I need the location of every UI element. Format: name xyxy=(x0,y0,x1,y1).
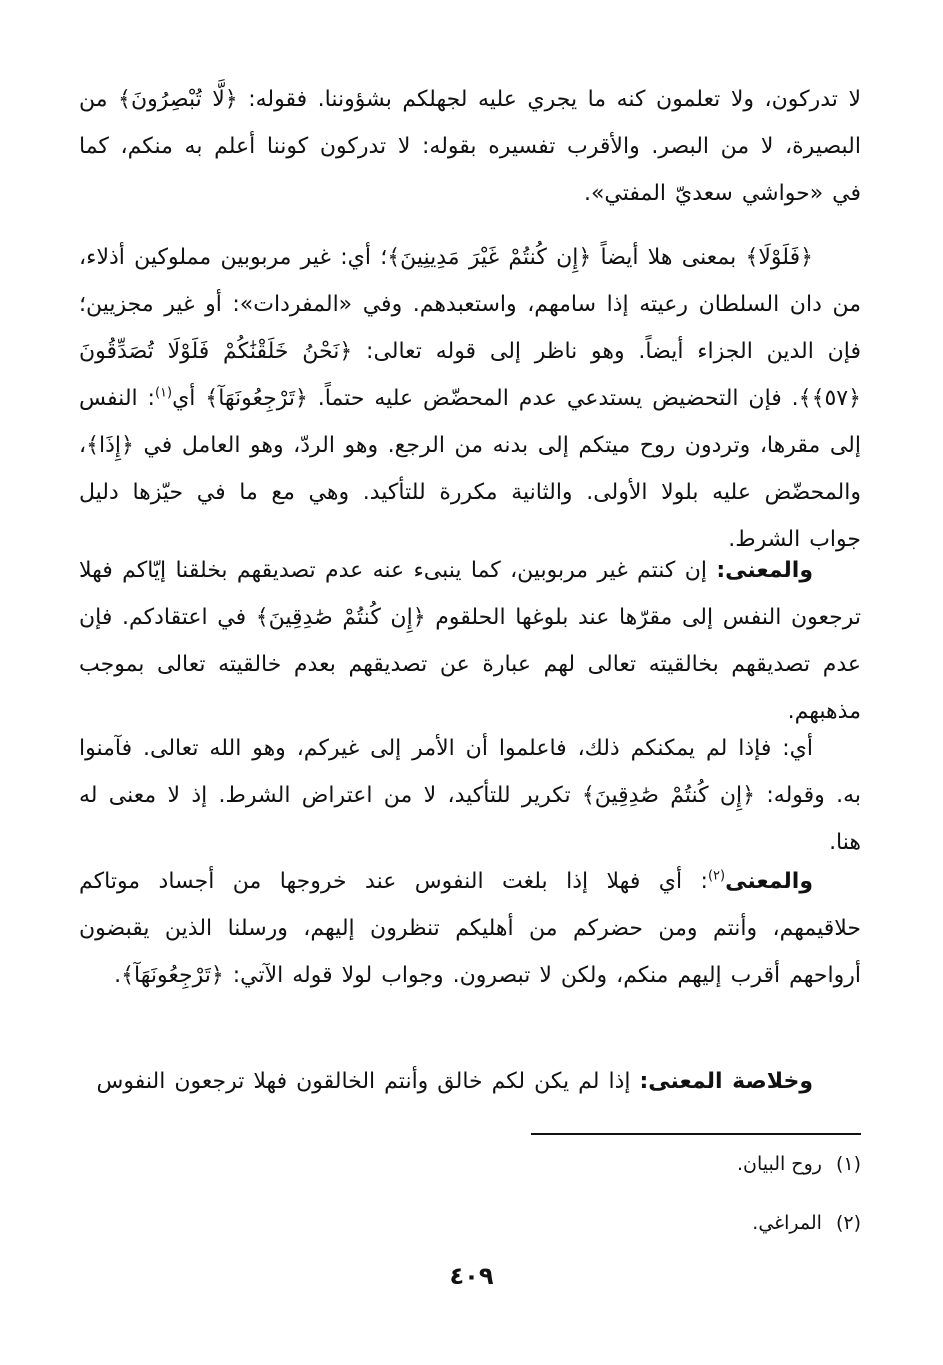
paragraph-1 xyxy=(79,76,861,217)
paragraph-6 xyxy=(79,1058,861,1105)
paragraph-5-lead: والمعنى xyxy=(725,869,813,894)
page-number: ٤٠٩ xyxy=(449,1262,494,1290)
paragraph-5 xyxy=(79,858,861,999)
paragraph-4 xyxy=(79,725,861,866)
paragraph-4-text: أي: فإذا لم يمكنكم ذلك، فاعلموا أن الأمر إلى غيركم، وهو الله تعالى. فآمنوا به. وقوله: ﴿إِن كُنتُمْ صَٰدِقِينَ﴾ تكرير للتأكيد، لا من اعتراض الشرط. إذ لا معنى له هنا. xyxy=(79,736,861,855)
paragraph-1-text: لا تدركون، ولا تعلمون كنه ما يجري عليه لجهلكم بشؤوننا. فقوله: ﴿لَّا تُبْصِرُونَ﴾ من البصيرة، لا من البصر. والأقرب تفسيره بقوله: لا تدركون كوننا أعلم به منكم، كما في «حواشي سعديّ المفتي». xyxy=(79,87,861,206)
footnote-2-number: (٢) xyxy=(835,1212,861,1234)
footnote-2 xyxy=(441,1209,861,1237)
paragraph-2-body: ﴿فَلَوْلَا﴾ بمعنى هلا أيضاً ﴿إِن كُنتُمْ غَيْرَ مَدِينِينَ﴾؛ أي: غير مربوبين مملوكين أذلاء، من دان السلطان رعيته إذا سامهم، واستعبدهم. وفي «المفردات»: أو غير مجزيين؛ فإن الدين الجزاء أيضاً. وهو ناظر إلى قوله تعالى: ﴿نَحْنُ خَلَقْنَٰكُمْ فَلَوْلَا تُصَدِّقُونَ ﴿٥٧﴾﴾. فإن التحضيض يستدعي عدم المحضّض عليه حتماً. ﴿تَرْجِعُونَهَآ﴾ أي$^{(١)}$: النفس إلى مقرها، وتردون روح ميتكم إلى بدنه من الرجع. وهو الردّ، وهو العامل في ﴿إِذَا﴾، والمحضّض عليه بلولا الأولى. والثانية مكررة للتأكيد. وهي مع ما في حيّزها دليل جواب الشرط. xyxy=(79,245,861,552)
paragraph-6-text xyxy=(79,1058,861,1105)
paragraph-5-body: : أي فهلا إذا بلغت النفوس عند خروجها من أجساد موتاكم حلاقيمهم، وأنتم ومن حضركم من أهليكم تنظرون إليهم، ورسلنا الذين يقبضون أرواحهم أقرب إليهم منكم، ولكن لا تبصرون. وجواب لولا قوله الآتي: ﴿تَرْجِعُونَهَآ﴾. xyxy=(79,869,861,988)
paragraph-3-lead: والمعنى: xyxy=(716,558,814,583)
paragraph-6-body: إذا لم يكن لكم خالق وأنتم الخالقون فهلا ترجعون النفوس xyxy=(96,1069,631,1094)
paragraph-5-text xyxy=(79,858,861,999)
paragraph-3-text xyxy=(79,547,861,735)
footnote-1-text: روح البيان. xyxy=(736,1153,822,1175)
footnote-1 xyxy=(441,1150,861,1178)
footnote-1-number: (١) xyxy=(835,1153,861,1175)
paragraph-3 xyxy=(79,547,861,735)
paragraph-3-body: إن كنتم غير مربوبين، كما ينبىء عنه عدم تصديقهم بخلقنا إيّاكم فهلا ترجعون النفس إلى مقرّها عند بلوغها الحلقوم ﴿إِن كُنتُمْ صَٰدِقِينَ﴾ في اعتقادكم. فإن عدم تصديقهم بخالقيته تعالى لهم عبارة عن تصديقهم بعدم خالقيته تعالى بموجب مذهبهم. xyxy=(79,558,861,724)
paragraph-6-lead: وخلاصة المعنى: xyxy=(639,1069,813,1094)
footnote-ref-2[interactable]: (٢) xyxy=(707,868,726,884)
footnote-separator xyxy=(531,1133,861,1135)
footnote-2-text: المراغي. xyxy=(752,1212,822,1234)
footnote-ref-1[interactable]: (١) xyxy=(154,385,173,401)
paragraph-2-text xyxy=(79,234,861,563)
paragraph-2 xyxy=(79,234,861,563)
